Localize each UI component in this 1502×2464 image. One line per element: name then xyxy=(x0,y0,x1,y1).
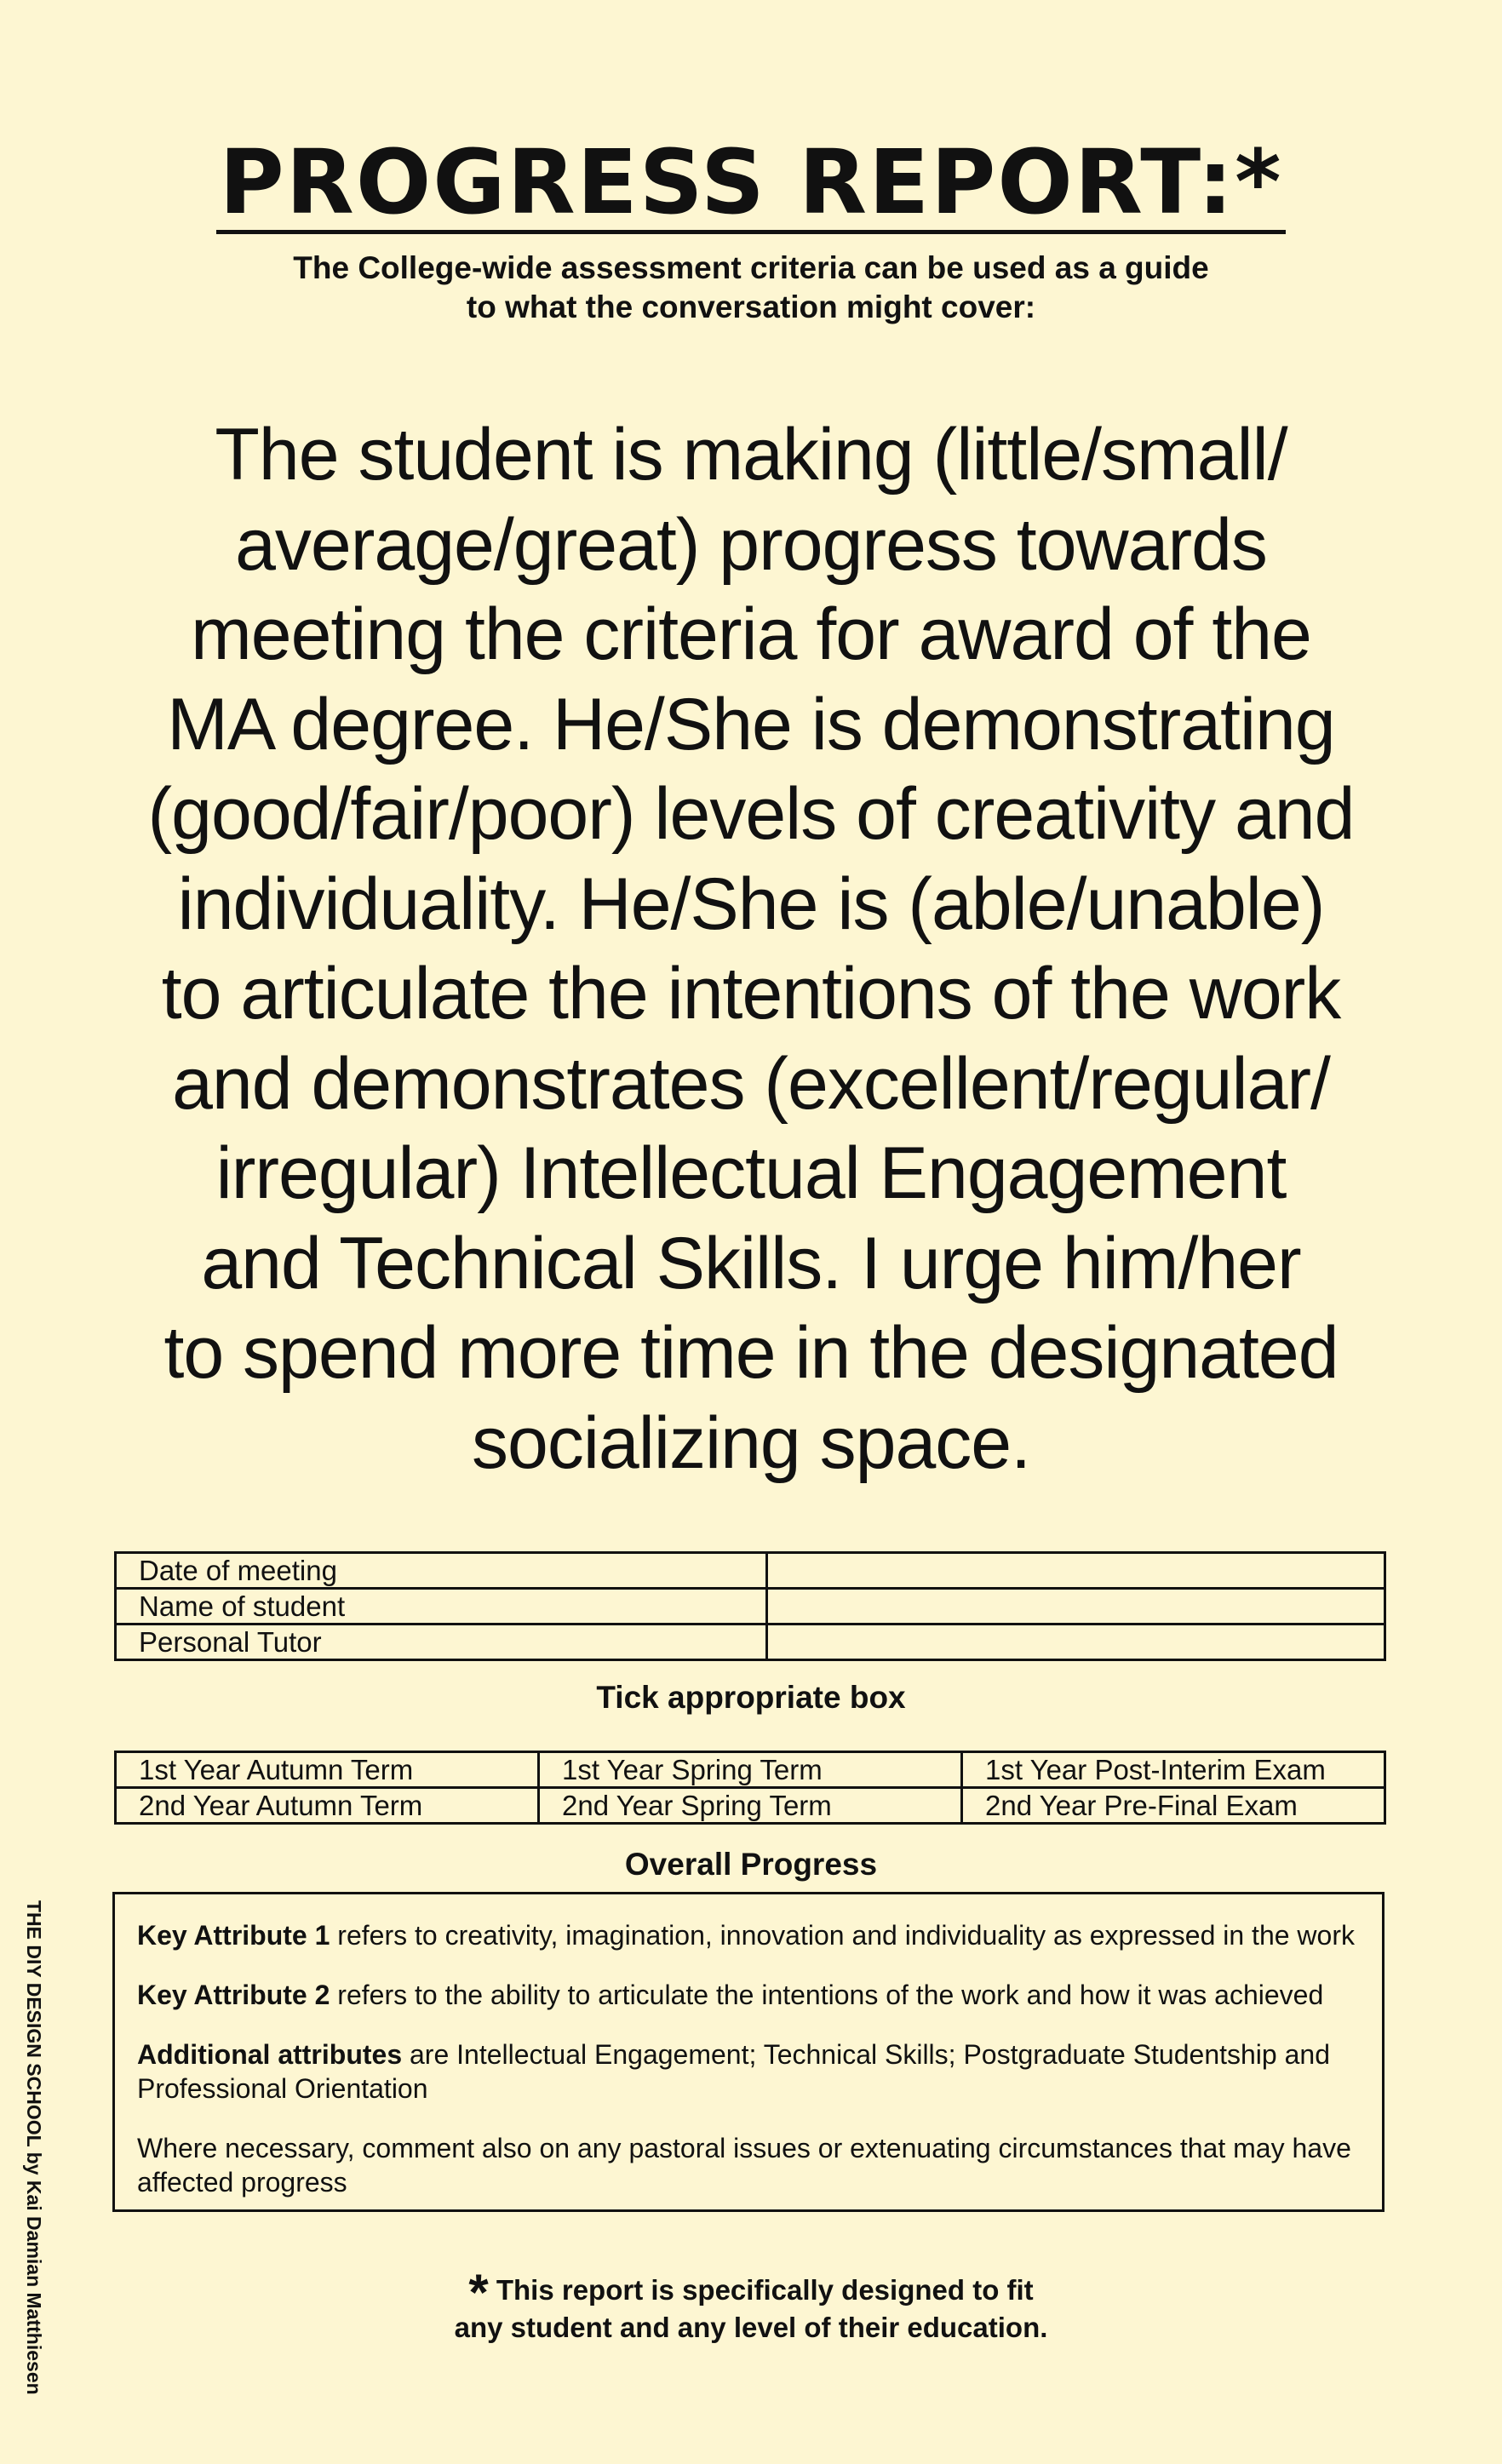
page-title: PROGRESS REPORT:* xyxy=(216,136,1287,234)
attribute-item xyxy=(137,1918,1358,1952)
table-row xyxy=(116,1589,1385,1625)
attribute-text: refers to the ability to articulate the intentions of the work and how it was achieved xyxy=(330,1980,1324,2010)
name-of-student-field[interactable] xyxy=(767,1589,1385,1625)
attributes-box xyxy=(112,1892,1384,2212)
attribute-item xyxy=(137,1978,1358,2012)
statement-line: socializing space. xyxy=(471,1401,1031,1484)
table-row xyxy=(116,1553,1385,1589)
personal-tutor-label: Personal Tutor xyxy=(116,1625,767,1660)
term-table xyxy=(114,1751,1386,1825)
attribute-item xyxy=(137,2131,1358,2199)
footnote-line-2: any student and any level of their education. xyxy=(454,2312,1048,2343)
tick-heading: Tick appropriate box xyxy=(596,1680,906,1715)
table-row xyxy=(116,1788,1385,1824)
side-credit: THE DIY DESIGN SCHOOL by Kai Damian Matthiesen xyxy=(23,1900,45,2395)
attribute-item xyxy=(137,2037,1358,2106)
footnote xyxy=(0,2264,1502,2347)
subtitle-line: The College-wide assessment criteria can be used as a guide xyxy=(293,250,1209,285)
date-of-meeting-field[interactable] xyxy=(767,1553,1385,1589)
name-of-student-label: Name of student xyxy=(116,1589,767,1625)
attribute-text: are Intellectual Engagement; Technical Skills; Postgraduate Studentship and Professional Orientation xyxy=(137,2039,1330,2104)
footnote-line-1 xyxy=(0,2264,1502,2321)
attribute-title: Key Attribute 2 xyxy=(137,1980,330,2010)
subtitle-line: to what the conversation might cover: xyxy=(466,289,1036,324)
meeting-info-table xyxy=(114,1551,1386,1661)
statement-line: to spend more time in the designated xyxy=(163,1312,1339,1394)
subtitle xyxy=(0,249,1502,327)
term-cell-2nd-year-spring[interactable]: 2nd Year Spring Term xyxy=(539,1788,962,1824)
statement-line: The student is making (little/small/ xyxy=(215,414,1287,496)
attribute-title: Additional attributes xyxy=(137,2039,403,2070)
term-cell-1st-year-post-interim[interactable]: 1st Year Post-Interim Exam xyxy=(962,1752,1385,1788)
statement-line: and demonstrates (excellent/regular/ xyxy=(172,1042,1330,1125)
term-cell-2nd-year-autumn[interactable]: 2nd Year Autumn Term xyxy=(116,1788,539,1824)
statement-line: individuality. He/She is (able/unable) xyxy=(177,862,1325,945)
footnote-text: This report is specifically designed to fit xyxy=(496,2274,1034,2306)
table-row xyxy=(116,1625,1385,1660)
term-cell-2nd-year-pre-final[interactable]: 2nd Year Pre-Final Exam xyxy=(962,1788,1385,1824)
statement-line: and Technical Skills. I urge him/her xyxy=(201,1222,1301,1304)
statement-line: to articulate the intentions of the work xyxy=(161,953,1341,1034)
statement-line: meeting the criteria for award of the xyxy=(191,593,1311,675)
term-cell-1st-year-spring[interactable]: 1st Year Spring Term xyxy=(539,1752,962,1788)
statement-line: irregular) Intellectual Engagement xyxy=(215,1132,1287,1214)
asterisk-icon: * xyxy=(468,2264,489,2321)
attribute-title: Key Attribute 1 xyxy=(137,1920,330,1951)
table-row xyxy=(116,1752,1385,1788)
statement-line: MA degree. He/She is demonstrating xyxy=(167,683,1335,765)
attribute-text: Where necessary, comment also on any pastoral issues or extenuating circumstances that may have affected progress xyxy=(137,2133,1351,2198)
date-of-meeting-label: Date of meeting xyxy=(116,1553,767,1589)
overall-progress-heading: Overall Progress xyxy=(624,1847,878,1882)
attribute-text: refers to creativity, imagination, innovation and individuality as expressed in the work xyxy=(330,1920,1355,1951)
personal-tutor-field[interactable] xyxy=(767,1625,1385,1660)
statement-line: average/great) progress towards xyxy=(235,503,1267,586)
term-cell-1st-year-autumn[interactable]: 1st Year Autumn Term xyxy=(116,1752,539,1788)
statement-line: (good/fair/poor) levels of creativity and xyxy=(147,773,1355,855)
progress-statement xyxy=(51,410,1451,1488)
page-title-wrap xyxy=(0,130,1502,234)
